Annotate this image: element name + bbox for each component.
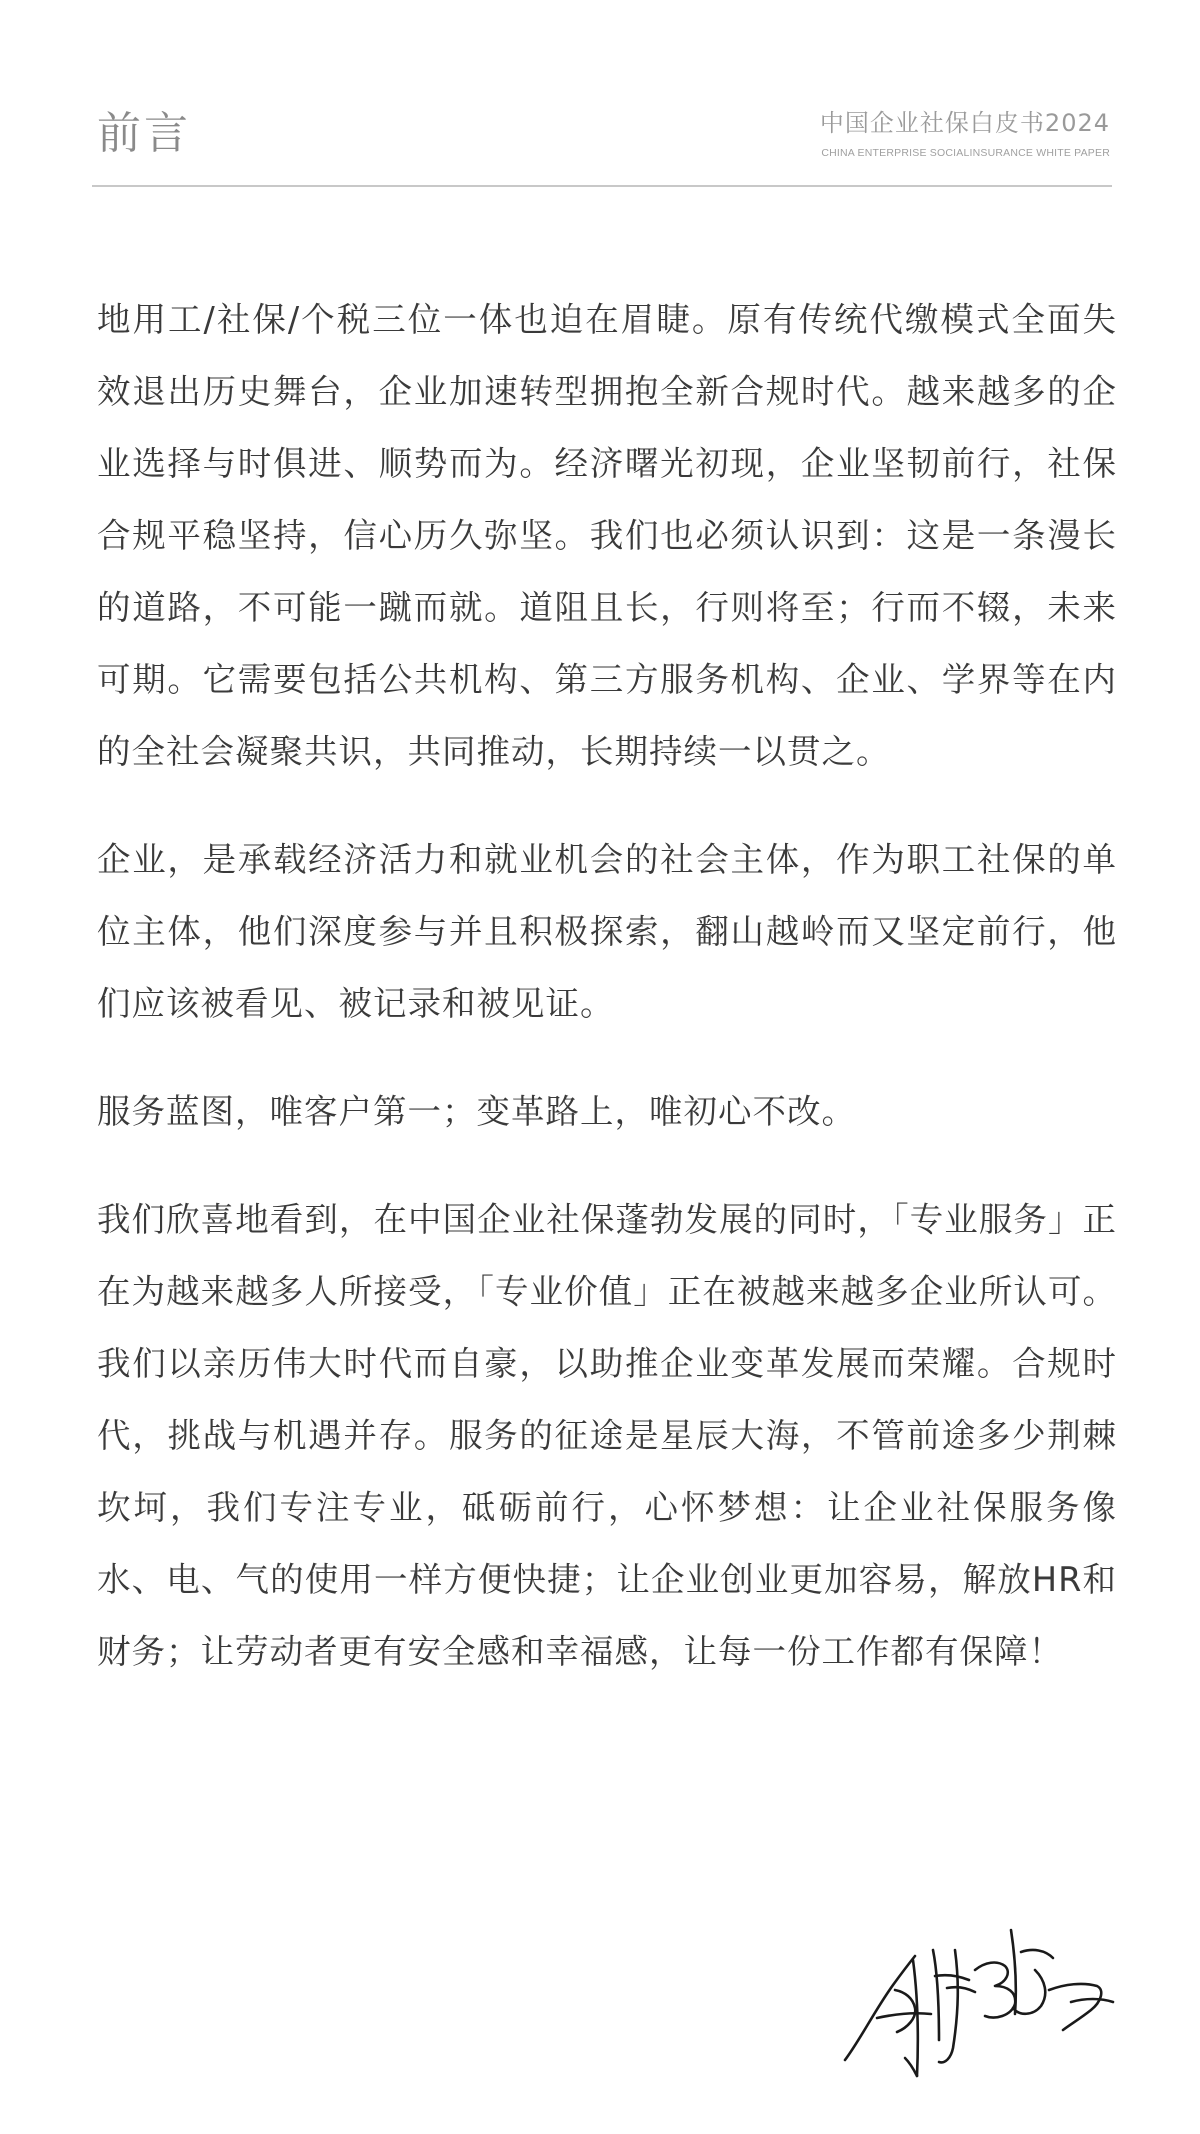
handwritten-signature-icon — [835, 1890, 1125, 2090]
header-divider — [92, 185, 1112, 187]
paragraph-1: 地用工/社保/个税三位一体也迫在眉睫。原有传统代缴模式全面失效退出历史舞台，企业加速转型拥抱全新合规时代。越来越多的企业选择与时俱进、顺势而为。经济曙光初现，企业坚韧前行，社保合规平稳坚持，信心历久弥坚。我们也必须认识到：这是一条漫长的道路，不可能一蹴而就。道阻且长，行则将至；行而不辍，未来可期。它需要包括公共机构、第三方服务机构、企业、学界等在内的全社会凝聚共识，共同推动，长期持续一以贯之。 — [97, 300, 1117, 771]
paragraph-3: 服务蓝图，唯客户第一；变革路上，唯初心不改。 — [97, 1092, 856, 1131]
page-title: 前言 — [97, 108, 191, 159]
body-text — [97, 284, 1117, 1724]
paragraph-4: 我们欣喜地看到，在中国企业社保蓬勃发展的同时，「专业服务」正在为越来越多人所接受，「专业价值」正在被越来越多企业所认可。我们以亲历伟大时代而自豪，以助推企业变革发展而荣耀。合规时代，挑战与机遇并存。服务的征途是星辰大海，不管前途多少荆棘坎坷，我们专注专业，砥砺前行，心怀梦想：让企业社保服务像水、电、气的使用一样方便快捷；让企业创业更加容易，解放HR和财务；让劳动者更有安全感和幸福感，让每一份工作都有保障！ — [97, 1200, 1117, 1671]
running-header — [820, 108, 1110, 160]
paragraph-2: 企业，是承载经济活力和就业机会的社会主体，作为职工社保的单位主体，他们深度参与并且积极探索，翻山越岭而又坚定前行，他们应该被看见、被记录和被见证。 — [97, 840, 1117, 1023]
book-title: 中国企业社保白皮书2024 — [819, 109, 1110, 137]
book-subtitle: CHINA ENTERPRISE SOCIALINSURANCE WHITE PAPER — [821, 147, 1110, 159]
